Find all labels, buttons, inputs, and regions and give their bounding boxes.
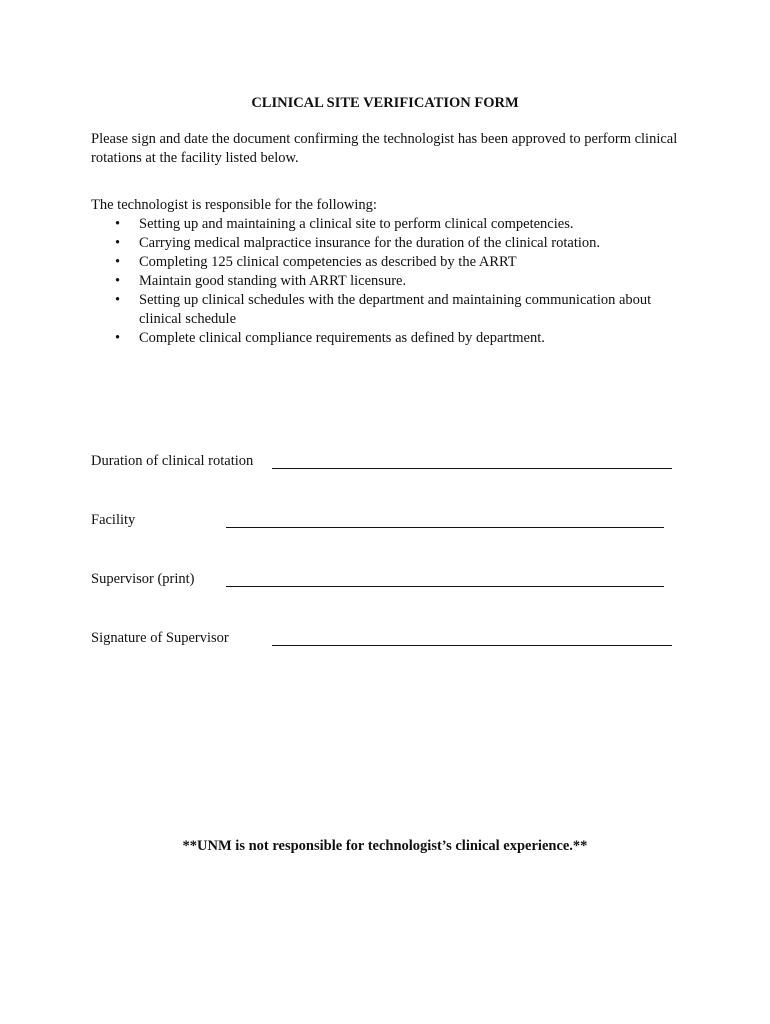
responsibilities-heading: The technologist is responsible for the following: xyxy=(91,197,377,213)
supervisor-signature-field xyxy=(91,629,681,649)
responsibilities-list xyxy=(91,215,691,348)
bullet-icon: • xyxy=(115,216,121,232)
bullet-icon: • xyxy=(115,235,121,251)
list-item xyxy=(91,253,691,272)
intro-paragraph: Please sign and date the document confirming the technologist has been approved to perform clinical rotations at the facility listed below. xyxy=(91,131,678,166)
responsibility-text: Complete clinical compliance requirements as defined by department. xyxy=(139,330,545,346)
supervisor-print-label: Supervisor (print) xyxy=(91,571,195,587)
facility-field xyxy=(91,511,681,531)
duration-field xyxy=(91,452,681,472)
responsibility-text: Maintain good standing with ARRT licensure. xyxy=(139,273,407,289)
responsibility-text: Completing 125 clinical competencies as described by the ARRT xyxy=(139,254,517,270)
supervisor-signature-label: Signature of Supervisor xyxy=(91,630,229,646)
bullet-icon: • xyxy=(115,273,121,289)
responsibility-text: Carrying medical malpractice insurance for the duration of the clinical rotation. xyxy=(139,235,600,251)
duration-input-line[interactable] xyxy=(272,468,672,469)
bullet-icon: • xyxy=(115,330,121,346)
supervisor-print-field xyxy=(91,570,681,590)
list-item xyxy=(91,291,691,329)
facility-input-line[interactable] xyxy=(226,527,664,528)
supervisor-print-input-line[interactable] xyxy=(226,586,664,587)
form-title: CLINICAL SITE VERIFICATION FORM xyxy=(251,95,519,111)
list-item xyxy=(91,234,691,253)
supervisor-signature-input-line[interactable] xyxy=(272,645,672,646)
bullet-icon: • xyxy=(115,292,121,308)
list-item xyxy=(91,329,691,348)
duration-label: Duration of clinical rotation xyxy=(91,453,254,469)
responsibility-text: Setting up clinical schedules with the department and maintaining communication about clinical schedule xyxy=(139,292,652,327)
list-item xyxy=(91,215,691,234)
disclaimer-note: **UNM is not responsible for technologist’s clinical experience.** xyxy=(182,838,588,854)
responsibility-text: Setting up and maintaining a clinical site to perform clinical competencies. xyxy=(139,216,574,232)
list-item xyxy=(91,272,691,291)
facility-label: Facility xyxy=(91,512,136,528)
bullet-icon: • xyxy=(115,254,121,270)
